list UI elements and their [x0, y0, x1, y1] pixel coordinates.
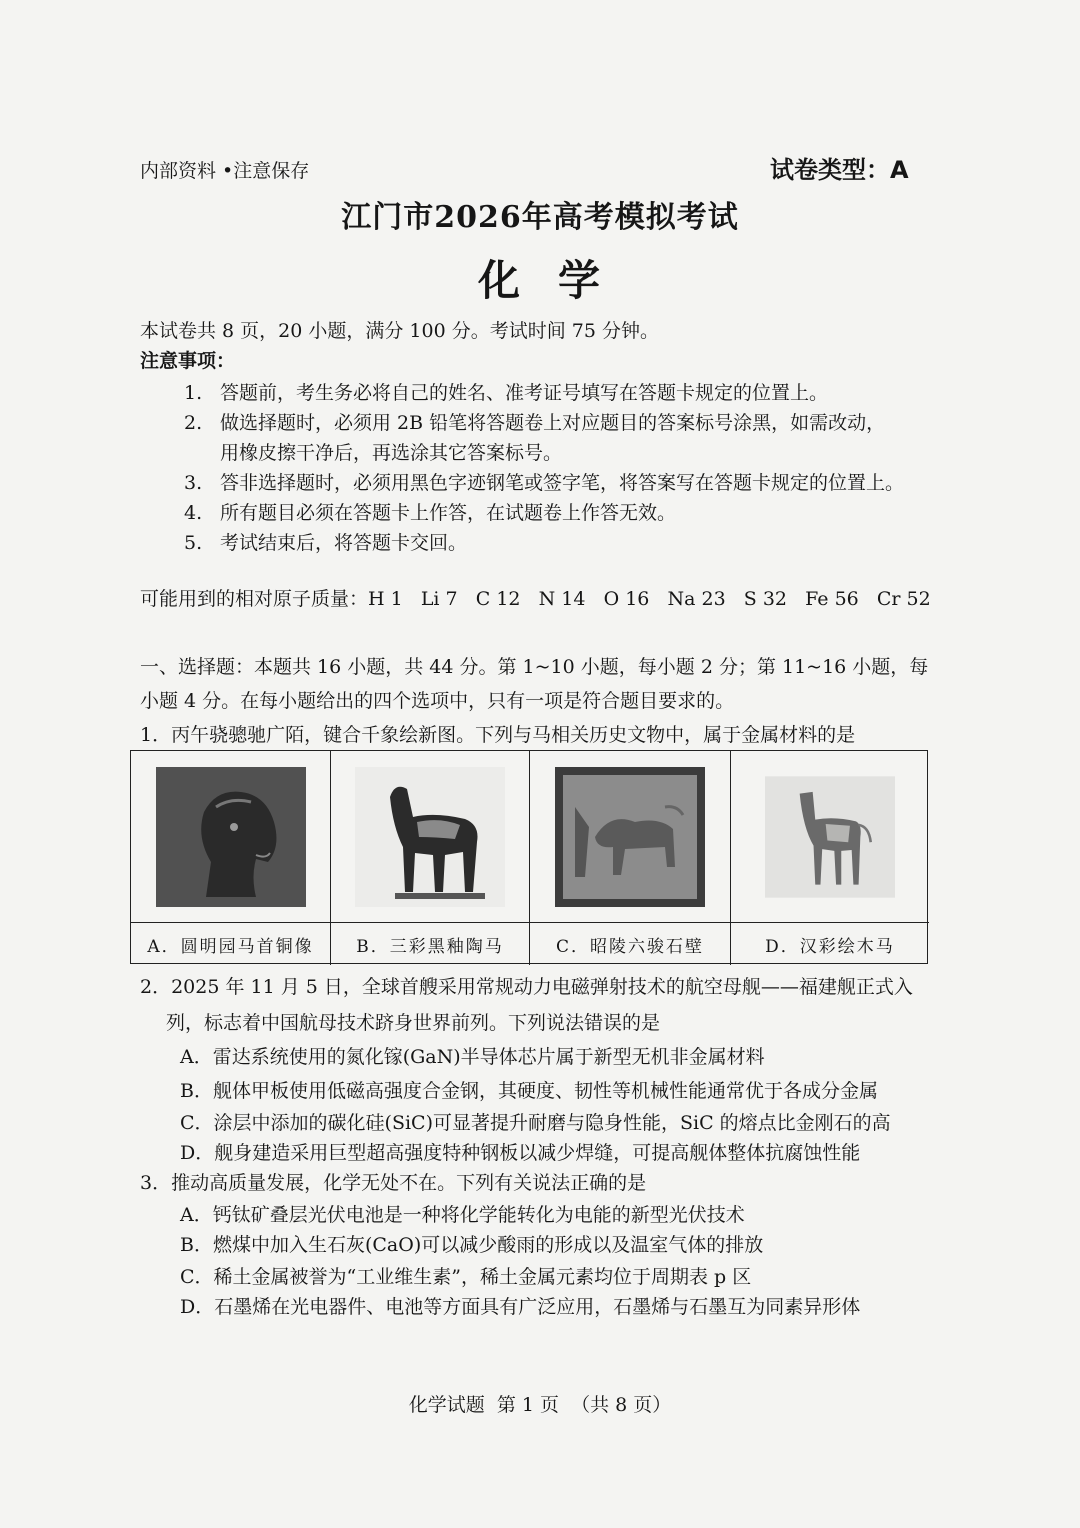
question-3-option: B．燃煤中加入生石灰(CaO)可以减少酸雨的形成以及温室气体的排放	[180, 1234, 764, 1256]
notice-item	[184, 528, 467, 555]
notice-number: 5.	[184, 532, 203, 554]
section-instructions-line1: 一、选择题：本题共 16 小题，共 44 分。第 1~10 小题，每小题 2 分；第 11~16 小题，每	[140, 656, 929, 678]
page-footer: 化学试题 第 1 页 （共 8 页）	[408, 1394, 672, 1416]
question-3-option: A．钙钛矿叠层光伏电池是一种将化学能转化为电能的新型光伏技术	[180, 1204, 745, 1226]
section-instructions-line2: 小题 4 分。在每小题给出的四个选项中，只有一项是符合题目要求的。	[140, 690, 735, 712]
confidential-label: 内部资料 •注意保存	[140, 160, 310, 182]
notice-text: 考试结束后，将答题卡交回。	[220, 532, 468, 554]
question-2-option: C．涂层中添加的碳化硅(SiC)可显著提升耐磨与隐身性能，SiC 的熔点比金刚石的高	[180, 1112, 891, 1134]
question-3-stem: 3．推动高质量发展，化学无处不在。下列有关说法正确的是	[140, 1172, 647, 1194]
option-d-image-cell	[731, 751, 929, 923]
notice-number: 2.	[184, 412, 203, 434]
exam-intro: 本试卷共 8 页，20 小题，满分 100 分。考试时间 75 分钟。	[140, 320, 659, 342]
option-a-caption: A．圆明园马首铜像	[131, 923, 331, 965]
atomic-masses: 可能用到的相对原子质量：H 1 Li 7 C 12 N 14 O 16 Na 23 S 32 Fe 56 Cr 52	[140, 588, 931, 610]
notice-heading: 注意事项：	[140, 350, 236, 372]
subject-title: 化学	[477, 256, 638, 305]
notice-text: 答题前，考生务必将自己的姓名、准考证号填写在答题卡规定的位置上。	[220, 382, 829, 404]
option-d-caption: D．汉彩绘木马	[765, 936, 895, 957]
option-c-image-cell	[530, 751, 731, 923]
notice-item	[184, 378, 828, 405]
exam-title: 江门市2026年高考模拟考试	[341, 200, 739, 235]
question-2-option: D．舰身建造采用巨型超高强度特种钢板以减少焊缝，可提高舰体整体抗腐蚀性能	[180, 1142, 861, 1164]
option-b-image-cell	[331, 751, 530, 923]
question-1-options-table	[130, 750, 928, 964]
notice-item	[184, 468, 904, 495]
notice-item	[184, 408, 885, 435]
notice-text: 做选择题时，必须用 2B 铅笔将答题卷上对应题目的答案标号涂黑，如需改动，	[220, 412, 886, 434]
question-3-option: C．稀土金属被誉为“工业维生素”，稀土金属元素均位于周期表 p 区	[180, 1266, 752, 1288]
sancai-pottery-horse-photo	[355, 767, 505, 907]
notice-number: 4.	[184, 502, 203, 524]
notice-text: 答非选择题时，必须用黑色字迹钢笔或签字笔，将答案写在答题卡规定的位置上。	[220, 472, 905, 494]
notice-number: 1.	[184, 382, 203, 404]
bronze-horse-head-photo	[156, 767, 306, 907]
notice-continuation: 用橡皮擦干净后，再选涂其它答案标号。	[220, 442, 563, 464]
option-c-caption: C．昭陵六骏石壁	[530, 923, 731, 965]
question-2-option: A．雷达系统使用的氮化镓(GaN)半导体芯片属于新型无机非金属材料	[180, 1046, 765, 1068]
question-1-stem: 1．丙午骁骢驰广陌，键合千象绘新图。下列与马相关历史文物中，属于金属材料的是	[140, 724, 856, 746]
question-2-stem: 2．2025 年 11 月 5 日，全球首艘采用常规动力电磁弹射技术的航空母舰——福建舰正式入	[140, 976, 913, 998]
option-b-caption: B．三彩黑釉陶马	[331, 923, 530, 965]
paper-type-label: 试卷类型：A	[770, 156, 909, 184]
question-2-stem-cont: 列，标志着中国航母技术跻身世界前列。下列说法错误的是	[166, 1012, 661, 1034]
notice-text: 所有题目必须在答题卡上作答，在试题卷上作答无效。	[220, 502, 677, 524]
painted-wooden-horse-photo	[765, 767, 895, 907]
stone-relief-horse-photo	[540, 767, 720, 907]
question-2-option: B．舰体甲板使用低磁高强度合金钢，其硬度、韧性等机械性能通常优于各成分金属	[180, 1080, 878, 1102]
question-3-option: D．石墨烯在光电器件、电池等方面具有广泛应用，石墨烯与石墨互为同素异形体	[180, 1296, 861, 1318]
notice-item	[184, 498, 676, 525]
option-a-image-cell	[131, 751, 331, 923]
notice-number: 3.	[184, 472, 203, 494]
